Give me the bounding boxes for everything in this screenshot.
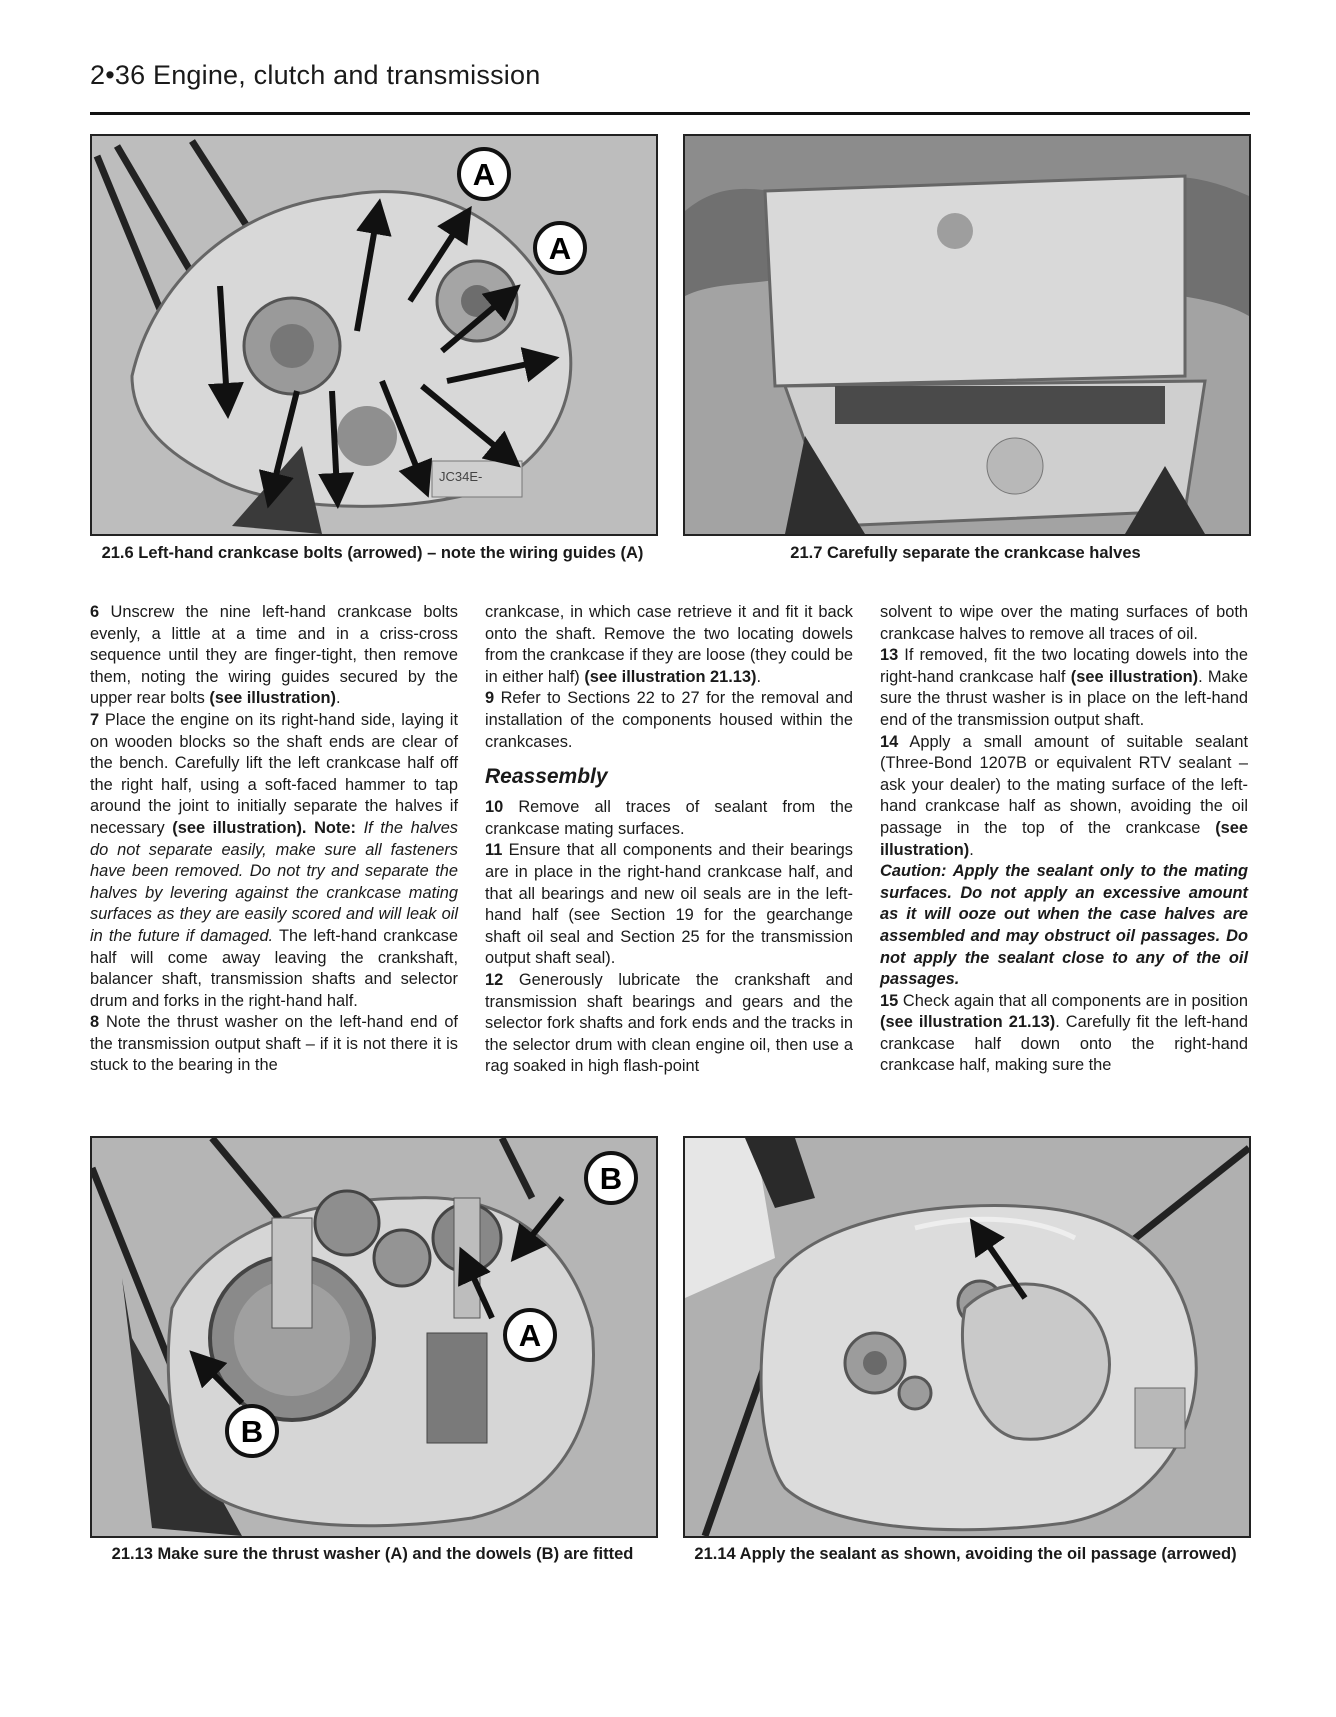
- svg-text:B: B: [599, 1161, 623, 1196]
- label-a: [505, 1310, 555, 1360]
- paragraph-10: 10 Remove all traces of sealant from the crankcase mating surfaces.: [485, 798, 853, 838]
- caution-note: Caution: Apply the sealant only to the mating surfaces. Do not apply an excessive amount as it will ooze out when the case halves are assembled and may obstruct oil passages. Do not apply the sealant close to any of the oil passages.: [880, 862, 1248, 989]
- photo-21-6-left-crankcase-bolts: [90, 134, 658, 536]
- photo-21-7-separating-crankcase: [683, 134, 1251, 536]
- engine-number-stamp: JC34E-: [439, 469, 483, 484]
- paragraph-9: 9 Refer to Sections 22 to 27 for the removal and installation of the components housed within the crankcases.: [485, 689, 853, 751]
- text-column-2: [485, 602, 853, 1078]
- caption-21-13: 21.13 Make sure the thrust washer (A) and the dowels (B) are fitted: [111, 1545, 634, 1563]
- paragraph-11: 11 Ensure that all components and their bearings are in place in the right-hand crankcase half, and that all bearings and new oil seals are in the left-hand half (see Section 19 for the gearchange shaft oil seal and Section 25 for the transmission output shaft seal).: [485, 841, 853, 968]
- svg-text:A: A: [518, 1318, 542, 1353]
- paragraph-13: 13 If removed, fit the two locating dowels into the right-hand crankcase half (see illustration). Make sure the thrust washer is in place on the left-hand end of the transmission output shaft.: [880, 646, 1248, 729]
- svg-text:A: A: [548, 231, 572, 266]
- section-heading-reassembly: Reassembly: [485, 765, 608, 789]
- paragraph-15: 15 Check again that all components are in position (see illustration 21.13). Carefully fit the left-hand crankcase half down onto the right-hand crankcase half, making sure the: [880, 991, 1248, 1075]
- svg-text:B: B: [240, 1414, 264, 1449]
- svg-text:A: A: [472, 157, 496, 192]
- page-header: [90, 52, 1250, 115]
- paragraph-6: 6 Unscrew the nine left-hand crankcase bolts evenly, a little at a time and in a criss-cross sequence until they are finger-tight, then remove them, noting the wiring guides secured by the upper rear bolts (see illustration).: [90, 603, 458, 708]
- caption-21-14: 21.14 Apply the sealant as shown, avoiding the oil passage (arrowed): [694, 1545, 1237, 1563]
- photo-21-13-thrust-washer-dowels: [90, 1136, 658, 1538]
- paragraph-12: 12 Generously lubricate the crankshaft and transmission shaft bearings and gears and the selector fork shafts and fork ends and the tracks in the selector drum with clean engine oil, then use a rag soaked in high flash-point: [485, 970, 853, 1076]
- label-b-1: [586, 1153, 636, 1203]
- paragraph-7: 7 Place the engine on its right-hand side, laying it on wooden blocks so the shaft ends are clear of the bench. Carefully lift the left crankcase half off the right half, using a soft-faced hammer to tap around the joint to initially separate the halves if necessary (see illustration). Note: If the halves do not separate easily, make sure all fasteners have been removed. Do not try and separate the halves by levering against the crankcase mating surfaces as they are easily scored and will leak oil in the future if damaged. The left-hand crankcase half will come away leaving the crankshaft, balancer shaft, transmission shafts and selector drum and forks in the right-hand half.: [90, 710, 458, 1010]
- paragraph-8: 8 Note the thrust washer on the left-hand end of the transmission output shaft – if it is not there it is stuck to the bearing in the: [90, 1013, 458, 1075]
- label-a-2: [535, 223, 585, 273]
- text-column-3: [880, 602, 1248, 1077]
- text-column-1: [90, 602, 458, 1077]
- page-title: 2•36 Engine, clutch and transmission: [90, 60, 541, 90]
- photo-21-14-applying-sealant: [683, 1136, 1251, 1538]
- label-b-2: [227, 1406, 277, 1456]
- paragraph-8-continued: crankcase, in which case retrieve it and fit it back onto the shaft. Remove the two locating dowels from the crankcase if they are loose (they could be in either half) (see illustration 21.13).: [485, 603, 853, 686]
- label-a-1: [459, 149, 509, 199]
- caption-21-6: 21.6 Left-hand crankcase bolts (arrowed) – note the wiring guides (A): [101, 544, 644, 562]
- paragraph-12-continued: solvent to wipe over the mating surfaces of both crankcase halves to remove all traces of oil.: [880, 603, 1248, 643]
- paragraph-14: 14 Apply a small amount of suitable sealant (Three-Bond 1207B or equivalent RTV sealant – ask your dealer) to the mating surface of the left-hand crankcase half as shown, avoiding the oil passage in the top of the crankcase (see illustration).: [880, 732, 1248, 859]
- caption-21-7: 21.7 Carefully separate the crankcase halves: [790, 544, 1141, 562]
